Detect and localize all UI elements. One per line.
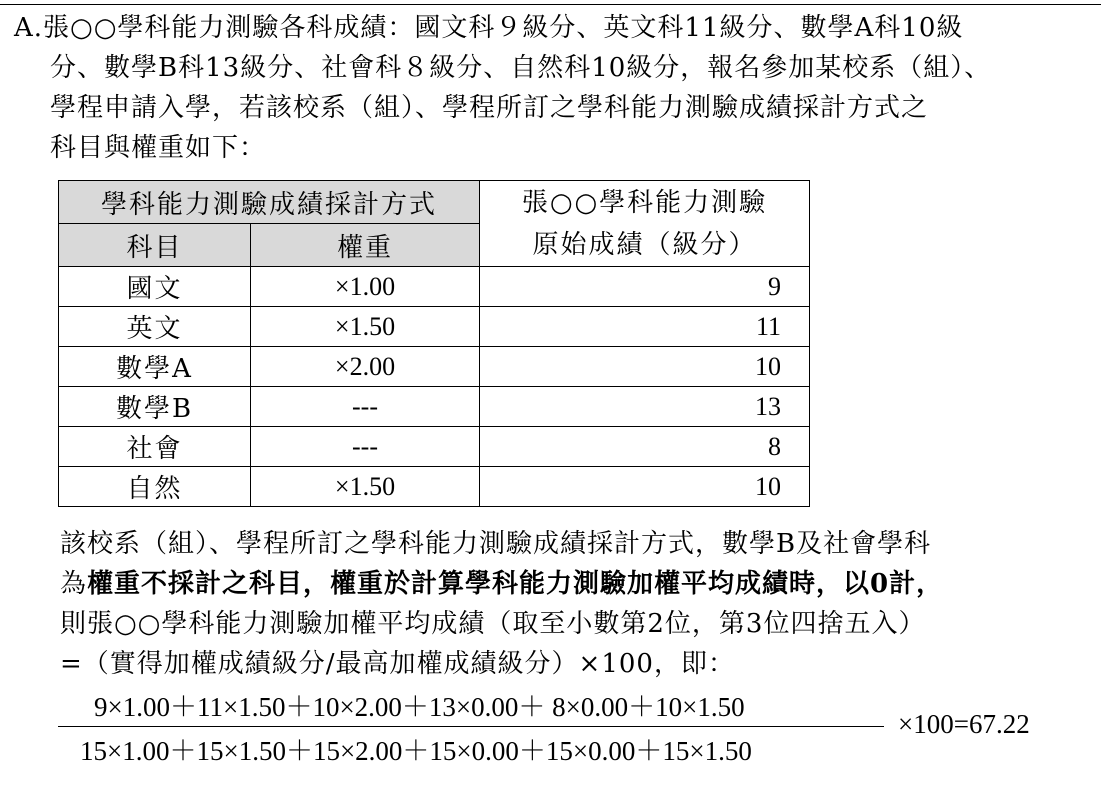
top-rule <box>0 4 1101 5</box>
formula-numerator: 9×1.00＋11×1.50＋10×2.00＋13×0.00＋ 8×0.00＋10×1.50 <box>94 692 745 722</box>
header-score <box>480 181 810 267</box>
subject-cell: 數學A <box>59 347 251 387</box>
score-weight-table <box>58 180 810 507</box>
formula-result: ×100=67.22 <box>898 709 1030 739</box>
explain-line-2-prefix: 為 <box>60 569 88 599</box>
explanation-paragraph <box>60 524 1090 684</box>
score-cell: 11 <box>480 307 810 347</box>
score-cell: 8 <box>480 427 810 467</box>
weight-cell: ×1.00 <box>251 267 480 307</box>
subject-cell: 自然 <box>59 467 251 507</box>
fraction-bar <box>58 726 884 727</box>
formula-denominator: 15×1.00＋15×1.50＋15×2.00＋15×0.00＋15×0.00＋15×1.50 <box>80 736 752 766</box>
header-method: 學科能力測驗成績採計方式 <box>59 181 480 224</box>
score-cell: 10 <box>480 467 810 507</box>
subject-cell: 數學B <box>59 387 251 427</box>
weight-cell: ×1.50 <box>251 307 480 347</box>
header-score-line-1: 張○○學科能力測驗 <box>521 187 768 218</box>
score-cell: 10 <box>480 347 810 387</box>
score-cell: 13 <box>480 387 810 427</box>
explain-line-2 <box>60 564 1090 604</box>
table-row <box>59 307 810 347</box>
intro-line-4: 科目與權重如下： <box>50 133 267 163</box>
subject-cell: 社會 <box>59 427 251 467</box>
weight-cell: ×2.00 <box>251 347 480 387</box>
weight-cell: ×1.50 <box>251 467 480 507</box>
explain-line-3: 則張○○學科能力測驗加權平均成績（取至小數第2位，第3位四捨五入） <box>60 609 926 639</box>
explain-line-1: 該校系（組）、學程所訂之學科能力測驗成績採計方式，數學B及社會學科 <box>60 529 932 559</box>
table-row <box>59 347 810 387</box>
weight-cell: --- <box>251 427 480 467</box>
intro-line-3: 學程申請入學，若該校系（組）、學程所訂之學科能力測驗成績採計方式之 <box>50 93 929 123</box>
weight-cell: --- <box>251 387 480 427</box>
explain-line-2-bold: 權重不採計之科目，權重於計算學科能力測驗加權平均成績時，以0計， <box>87 569 944 599</box>
table-row <box>59 427 810 467</box>
table-header-row-1 <box>59 181 810 224</box>
table-row <box>59 267 810 307</box>
intro-line-1: A.張○○學科能力測驗各科成績：國文科９級分、英文科11級分、數學A科10級 <box>14 13 964 43</box>
score-cell: 9 <box>480 267 810 307</box>
header-score-line-2: 原始成績（級分） <box>532 229 757 260</box>
table-row <box>59 467 810 507</box>
explain-line-4: =（實得加權成績級分/最高加權成績級分）×100，即： <box>60 649 735 679</box>
subject-cell: 國文 <box>59 267 251 307</box>
subject-cell: 英文 <box>59 307 251 347</box>
header-subject: 科目 <box>59 224 251 267</box>
intro-line-2: 分、數學B科13級分、社會科８級分、自然科10級分，報名參加某校系（組）、 <box>50 53 992 83</box>
header-weight: 權重 <box>251 224 480 267</box>
table-row <box>59 387 810 427</box>
intro-paragraph <box>14 8 1089 168</box>
